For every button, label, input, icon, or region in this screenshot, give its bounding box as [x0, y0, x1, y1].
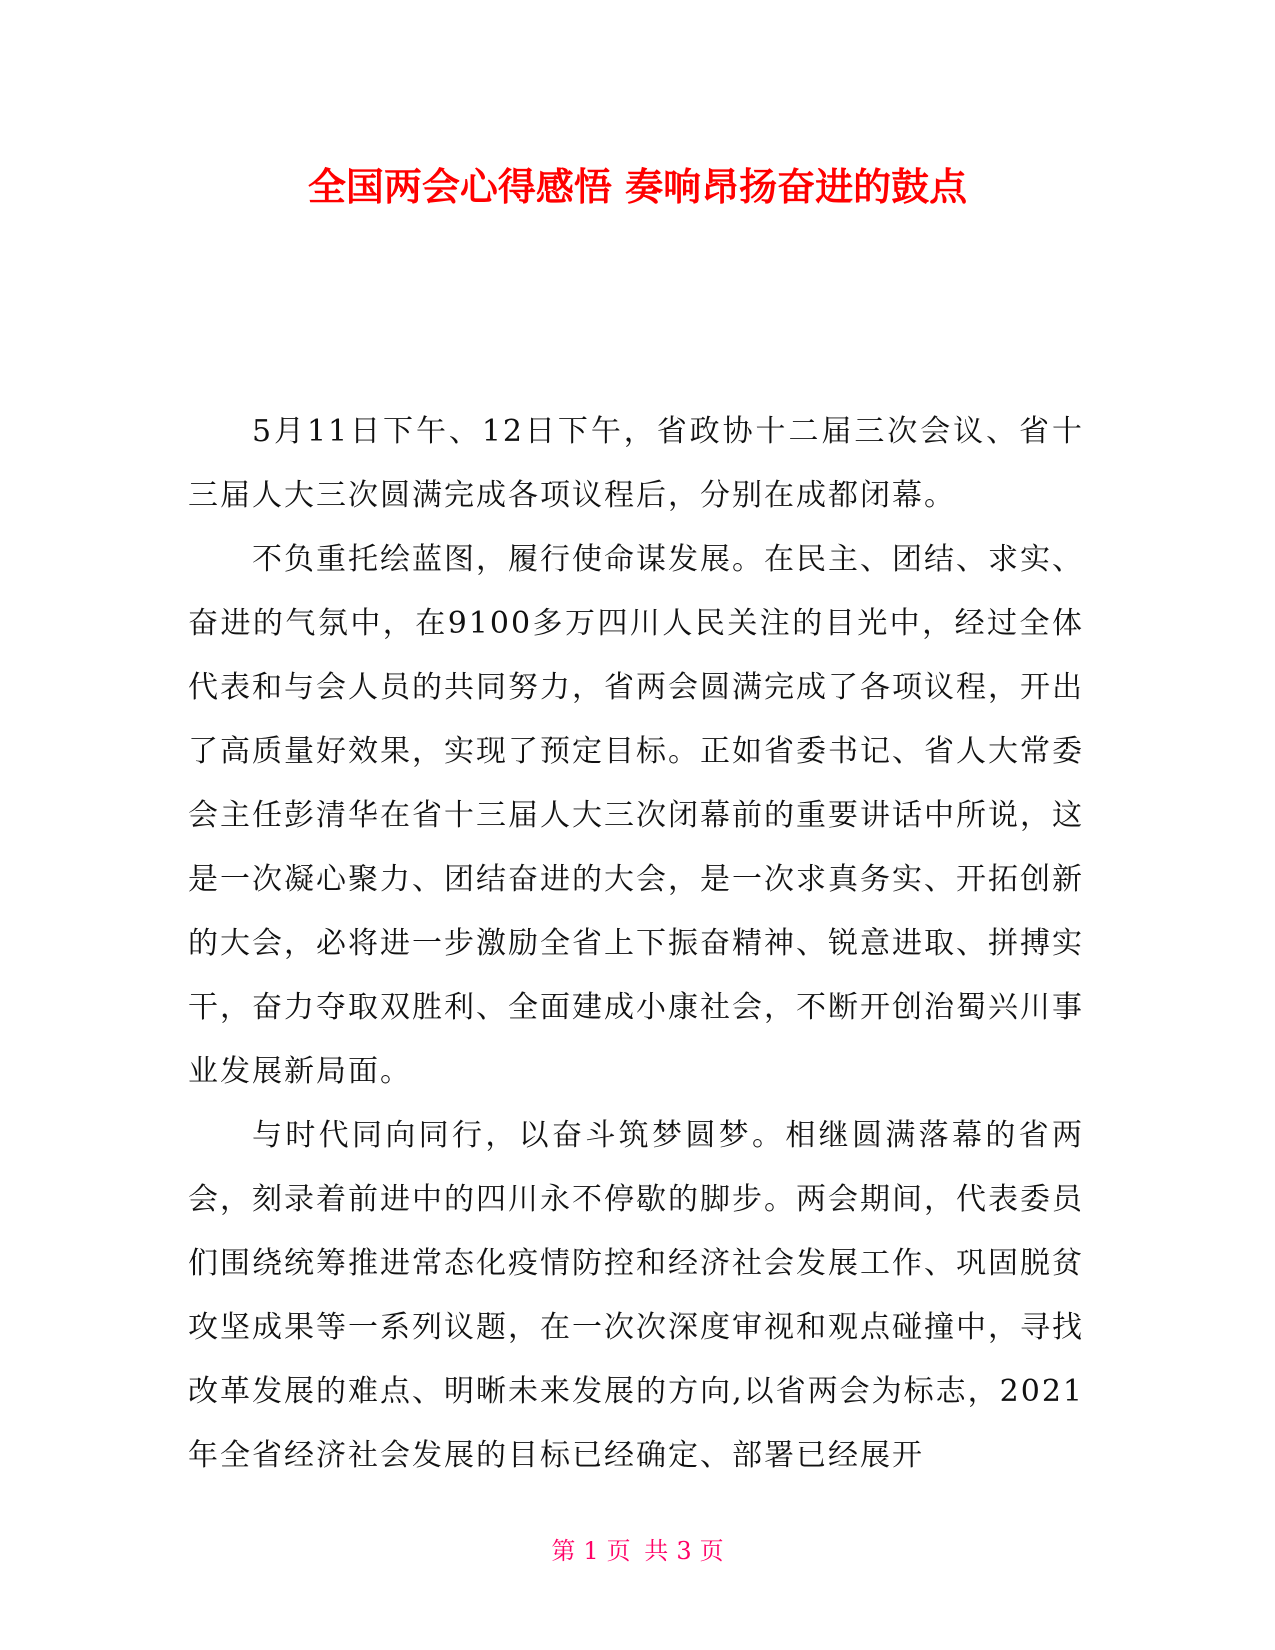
footer-page-number: 1: [583, 1537, 599, 1565]
document-title: 全国两会心得感悟 奏响昂扬奋进的鼓点: [307, 165, 968, 209]
paragraph-1: 5月11日下午、12日下午，省政协十二届三次会议、省十三届人大三次圆满完成各项议程后，分别在成都闭幕。: [188, 414, 1084, 513]
document-body: [188, 400, 1084, 1488]
page-footer: [0, 1536, 1275, 1566]
paragraph-3: 与时代同向同行，以奋斗筑梦圆梦。相继圆满落幕的省两会，刻录着前进中的四川永不停歇的脚步。两会期间，代表委员们围绕统筹推进常态化疫情防控和经济社会发展工作、巩固脱贫攻坚成果等一系列议题，在一次次深度审视和观点碰撞中，寻找改革发展的难点、明晰未来发展的方向,以省两会为标志，2021年全省经济社会发展的目标已经确定、部署已经展开: [188, 1118, 1084, 1473]
footer-prefix: 第: [551, 1537, 576, 1565]
paragraph-2: 不负重托绘蓝图，履行使命谋发展。在民主、团结、求实、奋进的气氛中，在9100多万四川人民关注的目光中，经过全体代表和与会人员的共同努力，省两会圆满完成了各项议程，开出了高质量好效果，实现了预定目标。正如省委书记、省人大常委会主任彭清华在省十三届人大三次闭幕前的重要讲话中所说，这是一次凝心聚力、团结奋进的大会，是一次求真务实、开拓创新的大会，必将进一步激励全省上下振奋精神、锐意进取、拼搏实干，奋力夺取双胜利、全面建成小康社会，不断开创治蜀兴川事业发展新局面。: [188, 542, 1084, 1089]
footer-total-pages: 3: [676, 1537, 692, 1565]
footer-mid: 页 共: [606, 1537, 669, 1565]
footer-suffix: 页: [699, 1537, 724, 1565]
